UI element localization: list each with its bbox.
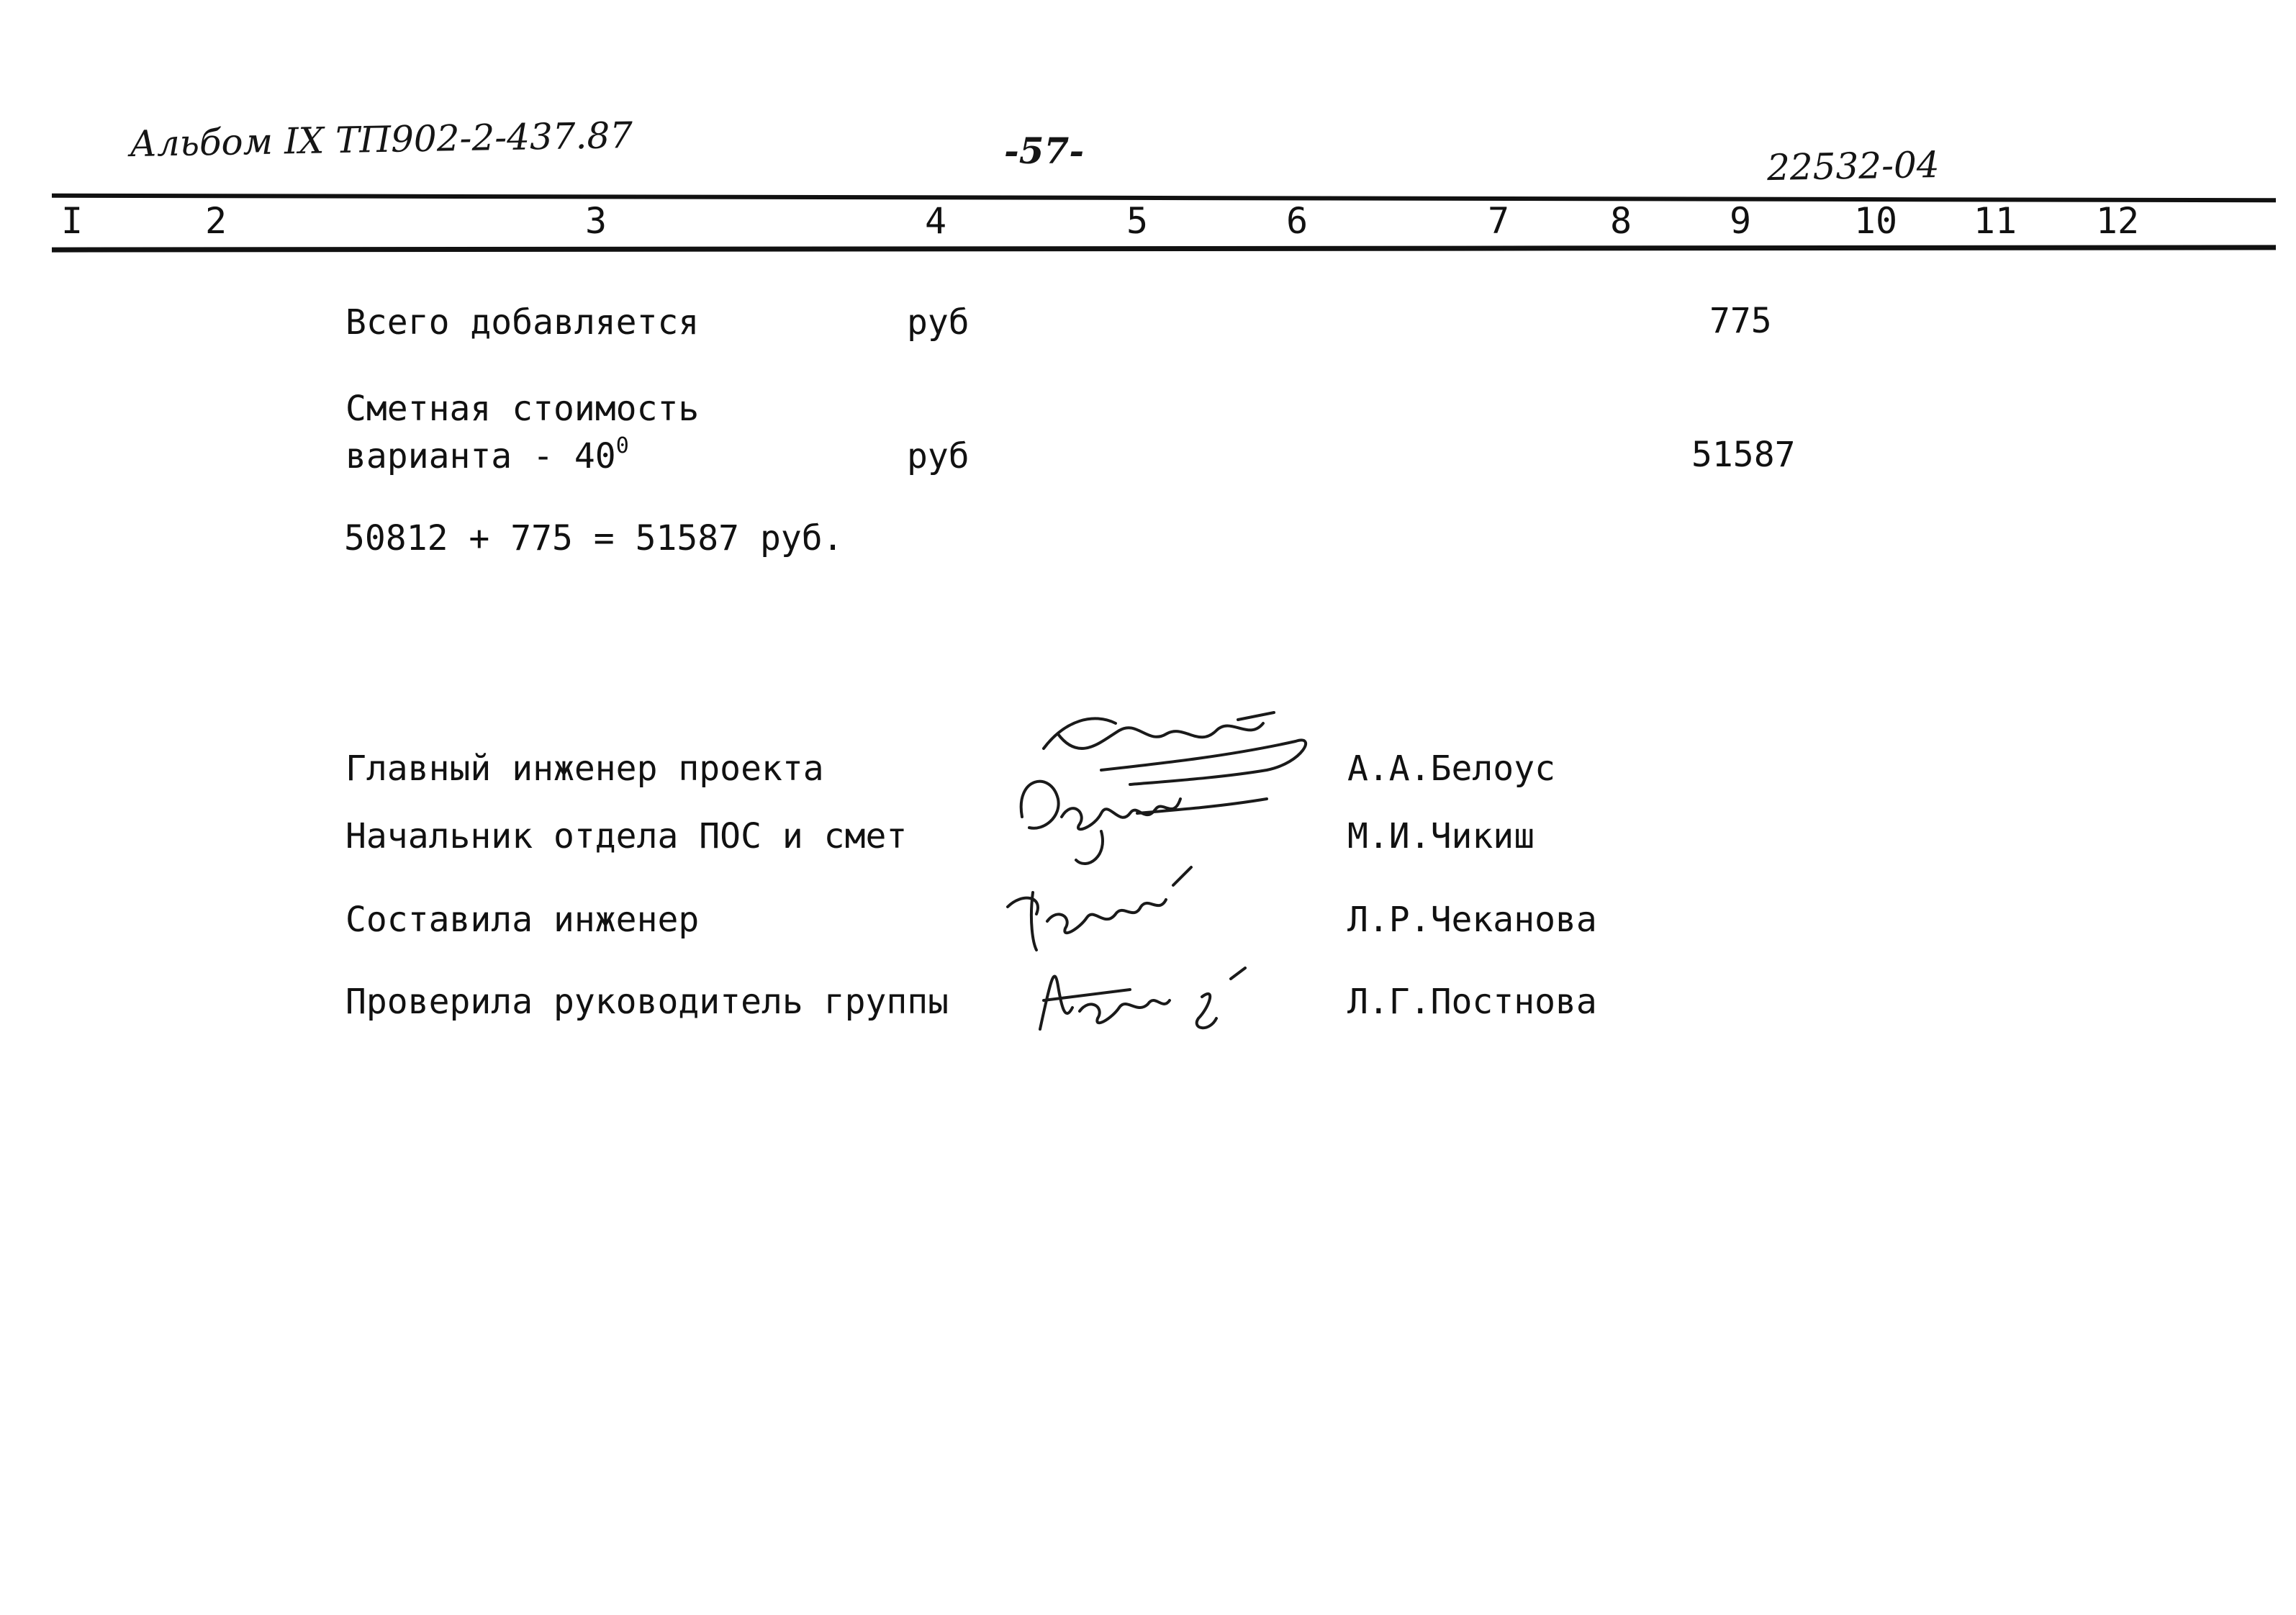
signature-role: Составила инженер — [345, 900, 700, 940]
document-code: 22532-04 — [1766, 143, 1940, 189]
degree-superscript: 0 — [615, 433, 629, 458]
signature-role: Начальник отдела ПОС и смет — [345, 816, 908, 856]
signatory-name: М.И.Чикиш — [1347, 816, 1535, 856]
signatory-name: Л.Р.Чеканова — [1347, 900, 1597, 940]
album-code: Альбом IX ТП902-2-437.87 — [129, 114, 633, 166]
column-number: 6 — [1285, 200, 1309, 242]
column-number: 4 — [924, 200, 947, 242]
signatory-name: А.А.Белоус — [1347, 748, 1555, 789]
total-added-unit: руб — [907, 302, 970, 343]
signature-3 — [1008, 867, 1191, 950]
column-number: 9 — [1729, 200, 1752, 242]
total-added-label: Всего добавляется — [345, 302, 700, 343]
column-number: 8 — [1609, 200, 1632, 242]
column-number: 7 — [1487, 200, 1510, 242]
column-number: I — [60, 200, 83, 242]
estimate-label-line1: Сметная стоимость — [345, 389, 700, 429]
column-number: 3 — [584, 200, 607, 242]
column-number: 5 — [1126, 200, 1149, 242]
total-added-value: 775 — [1709, 301, 1772, 341]
signature-role: Проверила руководитель группы — [345, 982, 949, 1022]
estimate-unit: руб — [907, 436, 970, 476]
signatory-name: Л.Г.Постнова — [1347, 982, 1597, 1022]
signature-2 — [1021, 782, 1267, 864]
column-number: 11 — [1973, 200, 2017, 242]
estimate-label-line2: варианта - $40^0$ — [345, 433, 629, 476]
estimate-formula: 50812 + 775 = 51587 руб. — [344, 518, 844, 558]
handwritten-signatures — [993, 691, 1339, 1065]
header-rule-bottom — [52, 245, 2276, 252]
estimate-value: 51587 — [1691, 435, 1796, 475]
column-number: 12 — [2095, 200, 2140, 242]
page-number: -57- — [1004, 130, 1085, 172]
column-number: 2 — [204, 200, 227, 242]
header-rule-top — [52, 194, 2276, 202]
signature-4 — [1040, 968, 1245, 1029]
column-number: 10 — [1853, 200, 1898, 242]
signature-1 — [1044, 712, 1306, 784]
signature-role: Главный инженер проекта — [345, 748, 824, 789]
